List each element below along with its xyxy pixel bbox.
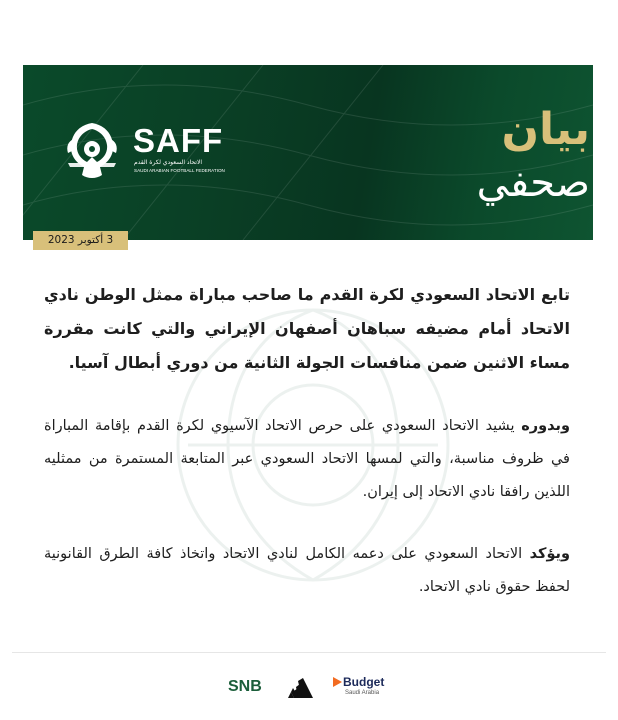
budget-subtitle: Saudi Arabia [345,690,380,696]
sponsor-snb-logo: SNB [228,678,262,695]
saff-logo-english: SAUDI ARABIAN FOOTBALL FEDERATION [134,168,225,173]
statement-paragraph-3 [44,538,570,604]
paragraph-3-text: الاتحاد السعودي على دعمه الكامل لنادي الاتحاد واتخاذ كافة الطرق القانونية لحفظ حقوق نادي الاتحاد. [44,546,570,595]
footer-divider [12,652,606,653]
saff-logo-arabic: الاتحاد السعودي لكرة القدم [134,159,203,166]
saff-emblem-icon [60,119,124,183]
saff-logo-text: SAFF [133,122,224,159]
page-title: بيان [501,104,590,155]
paragraph-3-lead: ويؤكد [529,546,570,562]
date-badge: 3 أكتوبر 2023 [33,231,128,250]
statement-paragraph-2 [44,410,570,509]
paragraph-2-text: يشيد الاتحاد السعودي على حرص الاتحاد الآسيوي لكرة القدم بإقامة المباراة في ظروف مناسبة، والتي لمسها الاتحاد السعودي عبر المتابعة المستمرة من ممثليه اللذين رافقا نادي الاتحاد إلى إيران. [44,418,570,500]
sponsor-budget-logo [333,676,389,702]
adidas-logo-icon [287,676,319,698]
page-subtitle: صحفي [476,160,590,206]
paragraph-2-lead: وبدوره [521,418,570,434]
statement-paragraph-1: تابع الاتحاد السعودي لكرة القدم ما صاحب مباراة ممثل الوطن نادي الاتحاد أمام مضيفه سباهان أصفهان الإيراني والتي كانت مقررة مساء الاثنين ضمن منافسات الجولة الثانية من دوري أبطال آسيا. [44,285,570,372]
budget-mark-icon [333,677,342,687]
budget-wordmark: Budget [343,675,385,689]
